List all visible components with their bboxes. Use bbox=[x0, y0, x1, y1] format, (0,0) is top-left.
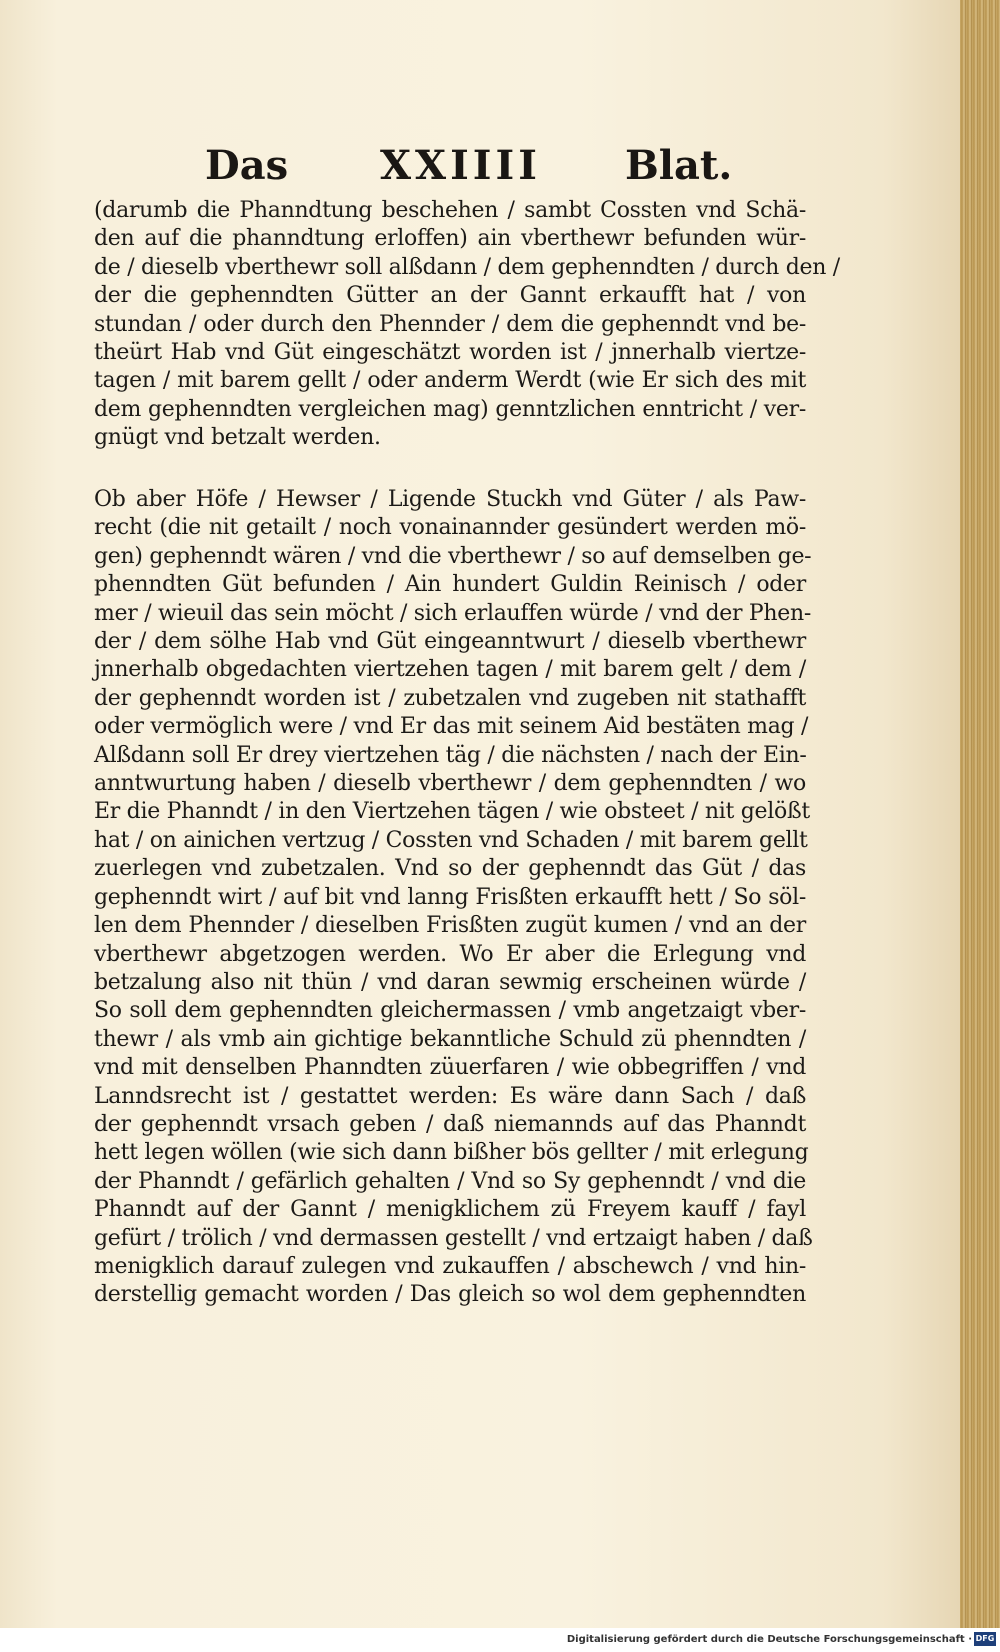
paragraph2-line: Er die Phanndt / in den Viertzehen tägen / wie obsteet / nit gelößt bbox=[94, 799, 810, 825]
paragraph-2 bbox=[94, 486, 813, 1310]
paragraph2-line: So soll dem gephenndten gleichermassen / vmb angetzaigt vber- bbox=[94, 998, 806, 1024]
paragraph1-line: gnügt vnd betzalt werden. bbox=[94, 425, 381, 451]
paragraph2-line: menigklich darauf zulegen vnd zukauffen / abschewch / vnd hin- bbox=[94, 1253, 806, 1279]
paragraph2-line: gen) gephenndt wären / vnd die vberthewr / so auf demselben ge- bbox=[94, 543, 812, 569]
book-fore-edge bbox=[960, 0, 1000, 1628]
paragraph2-line: der gephenndt vrsach geben / daß niemannds auf das Phanndt bbox=[94, 1111, 806, 1137]
paragraph1-line: de / dieselb vberthewr soll alßdann / dem gephenndten / durch den / bbox=[94, 254, 840, 280]
paragraph2-line: Ob aber Höfe / Hewser / Ligende Stuckh vnd Güter / als Paw- bbox=[94, 487, 806, 512]
paragraph2-line: vnd mit denselben Phanndten züuerfaren / wie obbegriffen / vnd bbox=[94, 1055, 806, 1081]
digitization-credit: Digitalisierung gefördert durch die Deutsche Forschungsgemeinschaft · bbox=[566, 1634, 972, 1645]
paragraph2-line: der gephenndt worden ist / zubetzalen vnd zugeben nit stathafft bbox=[94, 685, 806, 711]
paragraph2-line: Alßdann soll Er drey viertzehen täg / die nächsten / nach der Ein- bbox=[94, 742, 807, 768]
paragraph1-line: stundan / oder durch den Phennder / dem die gephenndt vnd be- bbox=[94, 311, 806, 337]
paragraph2-line: betzalung also nit thün / vnd daran sewmig erscheinen würde / bbox=[94, 969, 806, 995]
header-left: Das bbox=[205, 142, 289, 189]
paragraph2-line: mer / wieuil das sein möcht / sich erlauffen würde / vnd der Phen- bbox=[94, 600, 811, 626]
paragraph2-line: thewr / als vmb ain gichtige bekanntliche Schuld zü phenndten / bbox=[94, 1026, 806, 1052]
paragraph1-line: den auf die phanndtung erloffen) ain vberthewr befunden wür- bbox=[94, 226, 806, 252]
paragraph-1 bbox=[94, 197, 840, 453]
header-right: Blat. bbox=[625, 142, 733, 189]
paragraph2-line: vberthewr abgetzogen werden. Wo Er aber die Erlegung vnd bbox=[94, 941, 806, 967]
paragraph2-line: oder vermöglich were / vnd Er das mit seinem Aid bestäten mag / bbox=[94, 714, 809, 740]
header-folio-number: XXIIII bbox=[380, 142, 541, 189]
paragraph2-line: gefürt / trölich / vnd dermassen gestellt / vnd ertzaigt haben / daß bbox=[94, 1225, 813, 1251]
paragraph1-line: tagen / mit barem gellt / oder anderm Werdt (wie Er sich des mit bbox=[94, 368, 806, 394]
paragraph2-line: phenndten Güt befunden / Ain hundert Guldin Reinisch / oder bbox=[94, 572, 806, 598]
paragraph2-line: hett legen wöllen (wie sich dann bißher bös gellter / mit erlegung bbox=[94, 1140, 809, 1166]
dfg-logo: DFG bbox=[974, 1632, 996, 1646]
paragraph2-line: hat / on ainichen vertzug / Cossten vnd Schaden / mit barem gellt bbox=[94, 827, 808, 853]
running-header bbox=[0, 142, 960, 194]
paragraph2-line: len dem Phennder / dieselben Frisßten zugüt kumen / vnd an der bbox=[94, 913, 806, 939]
paragraph2-line: der / dem sölhe Hab vnd Güt eingeanntwurt / dieselb vberthewr bbox=[94, 629, 806, 655]
paragraph2-line: recht (die nit getailt / noch vonainannder gesündert werden mö- bbox=[94, 515, 806, 541]
paragraph2-line: gephenndt wirt / auf bit vnd lanng Frisßten erkaufft hett / So söl- bbox=[94, 884, 806, 910]
paragraph2-line: jnnerhalb obgedachten viertzehen tagen / mit barem gelt / dem / bbox=[94, 657, 806, 683]
paragraph2-line: Lanndsrecht ist / gestattet werden: Es wäre dann Sach / daß bbox=[94, 1083, 806, 1109]
paragraph1-line: (darumb die Phanndtung beschehen / sambt Cossten vnd Schä- bbox=[94, 198, 806, 223]
paragraph1-line: theürt Hab vnd Güt eingeschätzt worden ist / jnnerhalb viertze- bbox=[94, 340, 806, 366]
paragraph1-line: der die gephenndten Gütter an der Gannt erkaufft hat / von bbox=[94, 283, 806, 309]
paragraph2-line: Phanndt auf der Gannt / menigklichem zü Freyem kauff / fayl bbox=[94, 1197, 806, 1223]
paragraph2-line: der Phanndt / gefärlich gehalten / Vnd so Sy gephenndt / vnd die bbox=[94, 1168, 806, 1194]
paragraph2-line: zuerlegen vnd zubetzalen. Vnd so der gephenndt das Güt / das bbox=[94, 856, 806, 882]
paragraph2-line: anntwurtung haben / dieselb vberthewr / dem gephenndten / wo bbox=[94, 771, 806, 797]
paragraph1-line: dem gephenndten vergleichen mag) genntzlichen enntricht / ver- bbox=[94, 396, 806, 422]
paragraph2-line: derstellig gemacht worden / Das gleich so wol dem gephenndten bbox=[94, 1282, 806, 1308]
